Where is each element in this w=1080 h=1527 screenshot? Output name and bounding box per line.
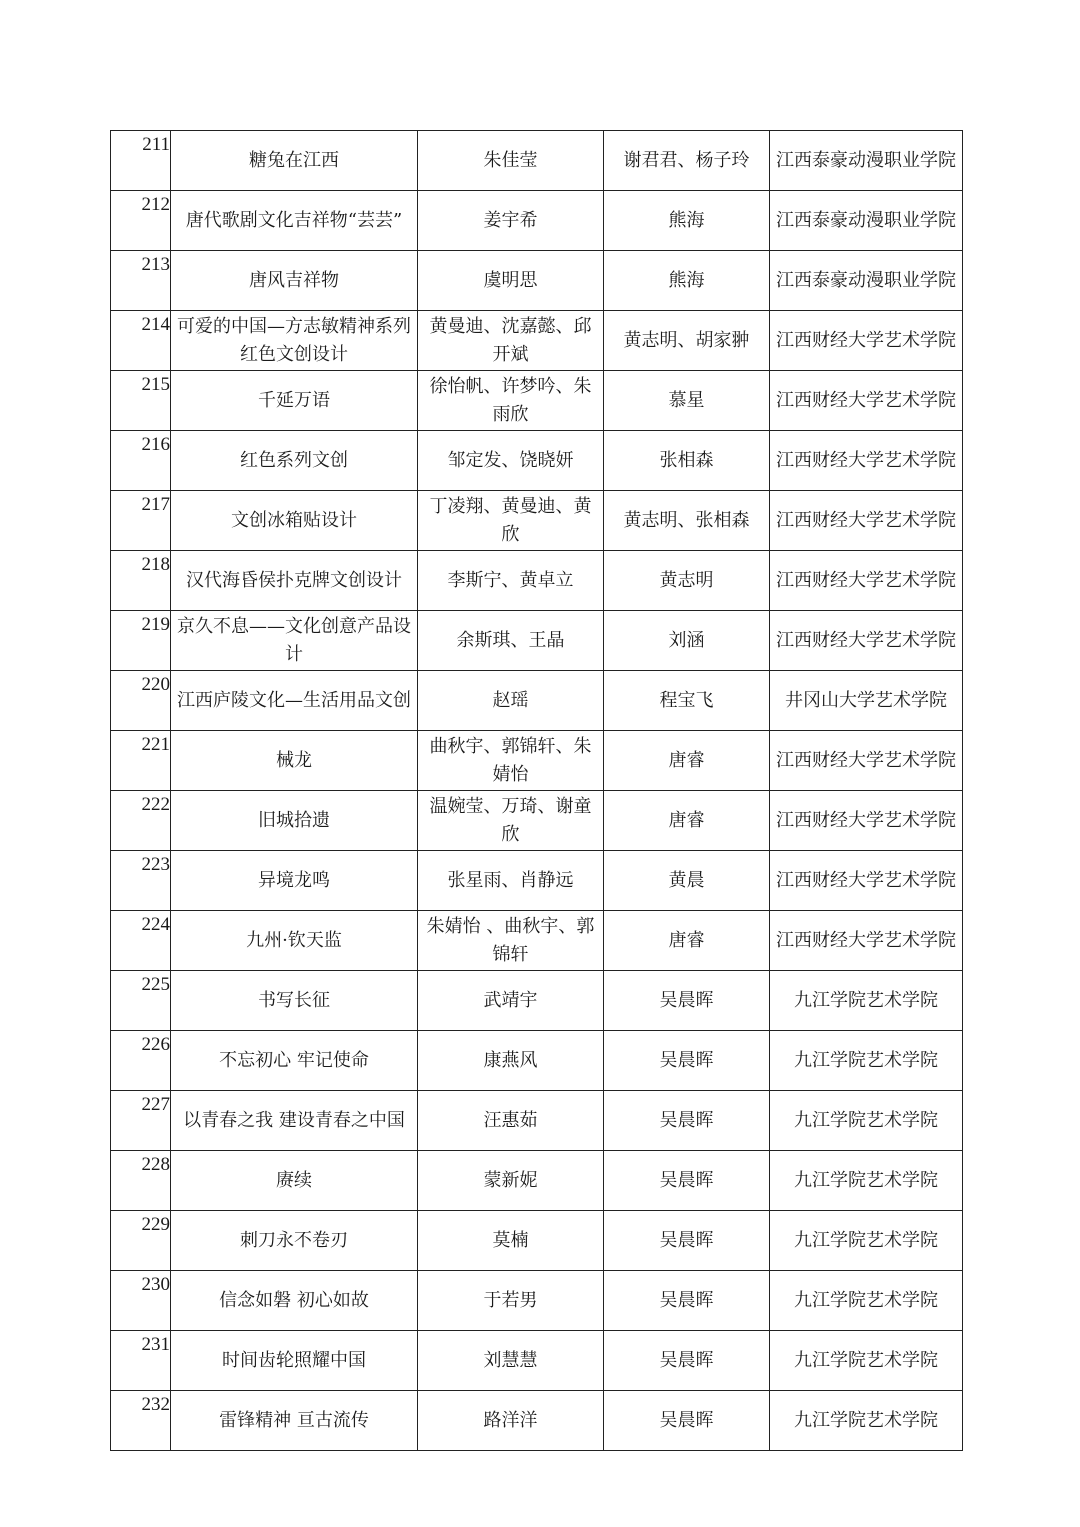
table-row	[111, 1211, 963, 1271]
advisor-names: 黄志明、张相森	[604, 491, 770, 551]
school-name: 九江学院艺术学院	[770, 1031, 963, 1091]
school-name: 江西财经大学艺术学院	[770, 851, 963, 911]
school-name: 九江学院艺术学院	[770, 1331, 963, 1391]
school-name: 江西财经大学艺术学院	[770, 791, 963, 851]
entry-number: 227	[111, 1091, 171, 1151]
advisor-names: 吴晨晖	[604, 1271, 770, 1331]
work-title: 雷锋精神 亘古流传	[171, 1391, 418, 1451]
award-list-table	[110, 130, 963, 1451]
school-name: 江西财经大学艺术学院	[770, 731, 963, 791]
author-names: 邹定发、饶晓妍	[418, 431, 604, 491]
advisor-names: 唐睿	[604, 911, 770, 971]
work-title: 唐代歌剧文化吉祥物“芸芸”	[171, 191, 418, 251]
school-name: 九江学院艺术学院	[770, 1271, 963, 1331]
entry-number: 229	[111, 1211, 171, 1271]
table-row	[111, 371, 963, 431]
entry-number: 220	[111, 671, 171, 731]
table-row	[111, 791, 963, 851]
author-names: 汪惠茹	[418, 1091, 604, 1151]
advisor-names: 黄晨	[604, 851, 770, 911]
work-title: 书写长征	[171, 971, 418, 1031]
work-title: 械龙	[171, 731, 418, 791]
advisor-names: 程宝飞	[604, 671, 770, 731]
author-names: 莫楠	[418, 1211, 604, 1271]
advisor-names: 刘涵	[604, 611, 770, 671]
school-name: 九江学院艺术学院	[770, 971, 963, 1031]
entry-number: 212	[111, 191, 171, 251]
work-title: 文创冰箱贴设计	[171, 491, 418, 551]
work-title: 时间齿轮照耀中国	[171, 1331, 418, 1391]
table-row	[111, 431, 963, 491]
entry-number: 219	[111, 611, 171, 671]
work-title: 异境龙鸣	[171, 851, 418, 911]
work-title: 刺刀永不卷刃	[171, 1211, 418, 1271]
work-title: 赓续	[171, 1151, 418, 1211]
table-row	[111, 1391, 963, 1451]
table-row	[111, 491, 963, 551]
entry-number: 224	[111, 911, 171, 971]
entry-number: 214	[111, 311, 171, 371]
entry-number: 228	[111, 1151, 171, 1211]
advisor-names: 唐睿	[604, 731, 770, 791]
table-row	[111, 551, 963, 611]
school-name: 九江学院艺术学院	[770, 1151, 963, 1211]
entry-number: 213	[111, 251, 171, 311]
table-row	[111, 1091, 963, 1151]
advisor-names: 唐睿	[604, 791, 770, 851]
author-names: 李斯宁、黄卓立	[418, 551, 604, 611]
advisor-names: 黄志明	[604, 551, 770, 611]
table-body	[111, 131, 963, 1451]
school-name: 九江学院艺术学院	[770, 1091, 963, 1151]
work-title: 唐风吉祥物	[171, 251, 418, 311]
work-title: 江西庐陵文化—生活用品文创	[171, 671, 418, 731]
advisor-names: 慕星	[604, 371, 770, 431]
school-name: 江西财经大学艺术学院	[770, 611, 963, 671]
author-names: 赵瑶	[418, 671, 604, 731]
author-names: 姜宇希	[418, 191, 604, 251]
table-row	[111, 191, 963, 251]
advisor-names: 吴晨晖	[604, 1031, 770, 1091]
advisor-names: 黄志明、胡家翀	[604, 311, 770, 371]
work-title: 汉代海昏侯扑克牌文创设计	[171, 551, 418, 611]
advisor-names: 张相森	[604, 431, 770, 491]
work-title: 千延万语	[171, 371, 418, 431]
author-names: 路洋洋	[418, 1391, 604, 1451]
school-name: 江西泰豪动漫职业学院	[770, 251, 963, 311]
advisor-names: 熊海	[604, 251, 770, 311]
table-row	[111, 611, 963, 671]
work-title: 旧城拾遗	[171, 791, 418, 851]
author-names: 蒙新妮	[418, 1151, 604, 1211]
table-row	[111, 251, 963, 311]
work-title: 可爱的中国—方志敏精神系列红色文创设计	[171, 311, 418, 371]
advisor-names: 熊海	[604, 191, 770, 251]
advisor-names: 吴晨晖	[604, 1331, 770, 1391]
work-title: 京久不息——文化创意产品设计	[171, 611, 418, 671]
advisor-names: 吴晨晖	[604, 1091, 770, 1151]
table-row	[111, 1151, 963, 1211]
table-row	[111, 1271, 963, 1331]
author-names: 于若男	[418, 1271, 604, 1331]
advisor-names: 谢君君、杨子玲	[604, 131, 770, 191]
entry-number: 211	[111, 131, 171, 191]
entry-number: 216	[111, 431, 171, 491]
school-name: 九江学院艺术学院	[770, 1391, 963, 1451]
entry-number: 225	[111, 971, 171, 1031]
author-names: 余斯琪、王晶	[418, 611, 604, 671]
entry-number: 232	[111, 1391, 171, 1451]
school-name: 江西泰豪动漫职业学院	[770, 191, 963, 251]
advisor-names: 吴晨晖	[604, 971, 770, 1031]
table-row	[111, 1031, 963, 1091]
work-title: 九州·钦天监	[171, 911, 418, 971]
entry-number: 215	[111, 371, 171, 431]
author-names: 刘慧慧	[418, 1331, 604, 1391]
school-name: 江西财经大学艺术学院	[770, 551, 963, 611]
table-row	[111, 911, 963, 971]
author-names: 康燕风	[418, 1031, 604, 1091]
school-name: 江西泰豪动漫职业学院	[770, 131, 963, 191]
school-name: 江西财经大学艺术学院	[770, 431, 963, 491]
author-names: 武靖宇	[418, 971, 604, 1031]
author-names: 朱婧怡 、曲秋宇、郭锦轩	[418, 911, 604, 971]
work-title: 红色系列文创	[171, 431, 418, 491]
advisor-names: 吴晨晖	[604, 1151, 770, 1211]
work-title: 信念如磐 初心如故	[171, 1271, 418, 1331]
work-title: 糖兔在江西	[171, 131, 418, 191]
author-names: 丁凌翔、黄曼迪、黄欣	[418, 491, 604, 551]
entry-number: 223	[111, 851, 171, 911]
table-row	[111, 731, 963, 791]
entry-number: 231	[111, 1331, 171, 1391]
work-title: 不忘初心 牢记使命	[171, 1031, 418, 1091]
school-name: 江西财经大学艺术学院	[770, 371, 963, 431]
advisor-names: 吴晨晖	[604, 1211, 770, 1271]
author-names: 温婉莹、万琦、谢童欣	[418, 791, 604, 851]
school-name: 江西财经大学艺术学院	[770, 911, 963, 971]
school-name: 井冈山大学艺术学院	[770, 671, 963, 731]
advisor-names: 吴晨晖	[604, 1391, 770, 1451]
entry-number: 226	[111, 1031, 171, 1091]
author-names: 徐怡帆、许梦吟、朱雨欣	[418, 371, 604, 431]
entry-number: 218	[111, 551, 171, 611]
author-names: 黄曼迪、沈嘉懿、邱开斌	[418, 311, 604, 371]
author-names: 朱佳莹	[418, 131, 604, 191]
school-name: 江西财经大学艺术学院	[770, 491, 963, 551]
table-row	[111, 131, 963, 191]
school-name: 江西财经大学艺术学院	[770, 311, 963, 371]
entry-number: 230	[111, 1271, 171, 1331]
school-name: 九江学院艺术学院	[770, 1211, 963, 1271]
author-names: 张星雨、肖静远	[418, 851, 604, 911]
table-row	[111, 1331, 963, 1391]
author-names: 曲秋宇、郭锦轩、朱婧怡	[418, 731, 604, 791]
entry-number: 221	[111, 731, 171, 791]
entry-number: 222	[111, 791, 171, 851]
table-row	[111, 311, 963, 371]
table-row	[111, 971, 963, 1031]
entry-number: 217	[111, 491, 171, 551]
work-title: 以青春之我 建设青春之中国	[171, 1091, 418, 1151]
table-row	[111, 671, 963, 731]
table-row	[111, 851, 963, 911]
author-names: 虞明思	[418, 251, 604, 311]
